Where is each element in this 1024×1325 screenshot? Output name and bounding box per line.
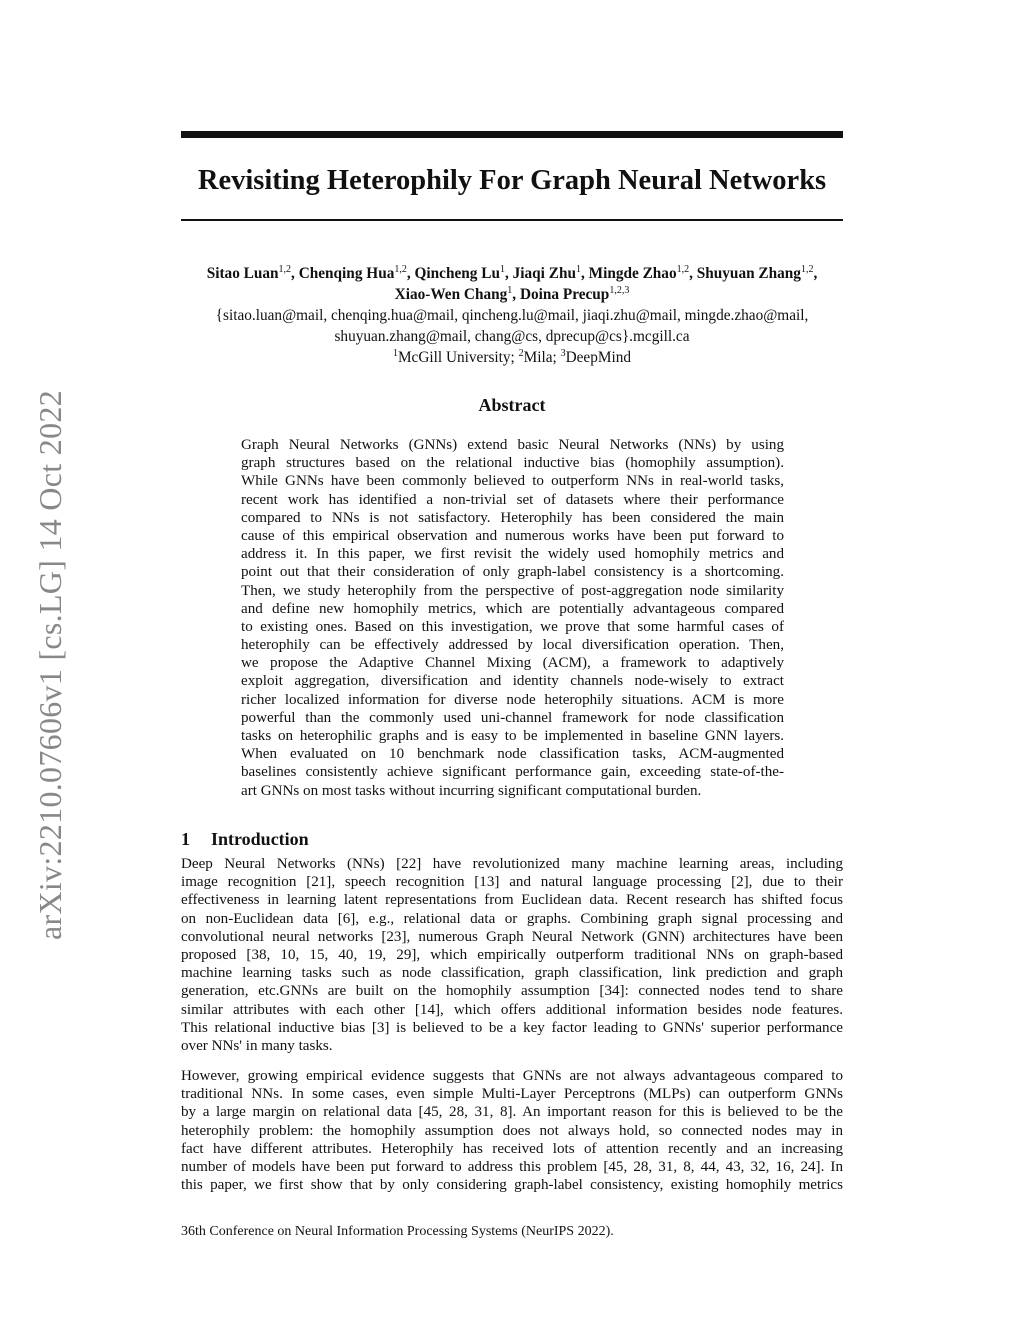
intro-paragraph-2 [181, 1067, 843, 1194]
abstract-line: While GNNs have been commonly believed to outperform NNs in real-world tasks, [241, 473, 784, 490]
arxiv-identifier[interactable]: arXiv:2210.07606v1 [cs.LG] 14 Oct 2022 [32, 390, 68, 940]
paper-title: Revisiting Heterophily For Graph Neural Networks [197, 165, 827, 196]
author-qincheng-lu: Qincheng Lu$^1$ [414, 264, 505, 282]
paragraph-line: traditional NNs. In some cases, even simple Multi-Layer Perceptrons (MLPs) can outperform GNNs [181, 1086, 843, 1103]
abstract-line: point out that their consideration of only graph-label consistency is a shortcoming. [241, 564, 784, 581]
paragraph-line: number of models have been put forward to address this problem [45, 28, 31, 8, 44, 43, 32, 16, 24]. In [181, 1158, 843, 1175]
abstract-line: When evaluated on 10 benchmark node classification tasks, ACM-augmented [241, 746, 784, 763]
section-title: Introduction [211, 829, 309, 849]
paragraph-line: proposed [38, 10, 15, 40, 19, 29], which empirically outperform traditional NNs on graph-based [181, 946, 843, 963]
abstract-line: art GNNs on most tasks without incurring significant computational burden. [241, 782, 702, 799]
abstract-line: powerful than the commonly used uni-channel framework for node classification [241, 709, 784, 726]
abstract-line: we propose the Adaptive Channel Mixing (ACM), a framework to adaptively [241, 655, 784, 672]
abstract-body [241, 436, 784, 800]
paragraph-line: this paper, we first show that by only considering graph-label consistency, existing homophily metrics [181, 1177, 843, 1194]
paragraph-line: convolutional neural networks [23], numerous Graph Neural Network (GNN) architectures have been [181, 928, 843, 945]
paragraph-line: by a large margin on relational data [45, 28, 31, 8]. An important reason for this is believed to be the [181, 1104, 843, 1121]
paragraph-line: similar attributes with each other [14], which offers additional information besides node features. [181, 1001, 843, 1018]
author-chenqing-hua: Chenqing Hua$^{1,2}$ [298, 264, 407, 282]
abstract-line: address it. In this paper, we first revisit the widely used homophily metrics and [241, 546, 784, 563]
abstract-line: compared to NNs is not satisfactory. Heterophily has been considered the main [241, 509, 784, 526]
abstract-line: exploit aggregation, diversification and identity channels node-wisely to extract [241, 673, 784, 690]
paragraph-line: on non-Euclidean data [6], e.g., relational data or graphs. Combining graph signal processing and [181, 910, 843, 927]
abstract-line: Then, we study heterophily from the perspective of post-aggregation node similarity [241, 582, 784, 599]
paragraph-line: over NNs' in many tasks. [181, 1037, 333, 1054]
abstract-line: heterophily can be effectively addressed by local diversification operation. Then, [241, 637, 784, 654]
paragraph-line: heterophily problem: the homophily assumption does not always hold, so connected nodes may in [181, 1122, 843, 1139]
author-shuyuan-zhang: Shuyuan Zhang$^{1,2}$ [696, 264, 814, 282]
abstract-line: richer localized information for diverse node heterophily situations. ACM is more [241, 691, 784, 708]
authors-line-1: Sitao Luan$^{1,2}$, Chenqing Hua$^{1,2}$, Qincheng Lu$^1$, Jiaqi Zhu$^1$, Mingde Zhao$^{1,2}$, Shuyuan Zhang$^{1,2}$, [206, 264, 818, 282]
abstract-line: recent work has identified a non-trivial set of datasets where their performance [241, 491, 784, 508]
title-top-rule [181, 131, 843, 138]
author-doina-precup: Doina Precup$^{1,2,3}$ [519, 285, 630, 303]
paragraph-line: machine learning tasks such as node classification, graph classification, link prediction and graph [181, 965, 843, 982]
paragraph-line: Deep Neural Networks (NNs) [22] have revolutionized many machine learning areas, including [181, 856, 843, 872]
authors-line-2: Xiao-Wen Chang$^1$, Doina Precup$^{1,2,3}$ [394, 285, 630, 303]
intro-paragraph-1 [181, 855, 843, 1055]
author-mingde-zhao: Mingde Zhao$^{1,2}$ [588, 264, 690, 282]
author-block [181, 263, 843, 368]
abstract-line: to existing ones. Based on this investigation, we prove that some harmful cases of [241, 618, 784, 635]
conference-footer: 36th Conference on Neural Information Processing Systems (NeurIPS 2022). [181, 1224, 614, 1239]
section-number: 1 [181, 829, 190, 849]
emails-line-1: {sitao.luan@mail, chenqing.hua@mail, qincheng.lu@mail, jiaqi.zhu@mail, mingde.zhao@mail, [215, 307, 809, 324]
emails-line-2: shuyuan.zhang@mail, chang@cs, dprecup@cs}.mcgill.ca [334, 328, 690, 345]
affiliations: $^1$McGill University; $^2$Mila; $^3$DeepMind [392, 348, 632, 366]
author-sitao-luan: Sitao Luan$^{1,2}$ [206, 264, 292, 282]
abstract-line: tasks on heterophilic graphs and is easy to be implemented in baseline GNN layers. [241, 728, 784, 744]
paragraph-line: effectiveness in learning latent representations from Euclidean data. Recent research has shifted focus [181, 892, 843, 909]
paragraph-line: This relational inductive bias [3] is believed to be a key factor leading to GNNs' superior performance [181, 1019, 843, 1036]
abstract-line: graph structures based on the relational inductive bias (homophily assumption). [241, 455, 784, 472]
paragraph-line: fact have different attributes. Heterophily has received lots of attention recently and an increasing [181, 1140, 843, 1157]
abstract-line: baselines consistently achieve significant performance gain, exceeding state-of-the- [241, 764, 784, 781]
paragraph-line: However, growing empirical evidence suggests that GNNs are not always advantageous compared to [181, 1068, 843, 1084]
paragraph-line: generation, etc.GNNs are built on the homophily assumption [34]: connected nodes tend to share [181, 983, 843, 1000]
section-heading-introduction [181, 827, 843, 851]
paragraph-line: image recognition [21], speech recognition [13] and natural language processing [2], due to their [181, 874, 843, 891]
author-jiaqi-zhu: Jiaqi Zhu$^1$ [512, 264, 581, 282]
abstract-line: Graph Neural Networks (GNNs) extend basic Neural Networks (NNs) by using [241, 437, 784, 453]
title-bottom-rule [181, 219, 843, 221]
abstract-line: cause of this empirical observation and numerous works have been put forward to [241, 527, 784, 544]
author-xiao-wen-chang: Xiao-Wen Chang$^1$ [394, 285, 513, 303]
abstract-heading: Abstract [478, 395, 546, 415]
abstract-line: and define new homophily metrics, which are potentially advantageous compared [241, 600, 784, 617]
